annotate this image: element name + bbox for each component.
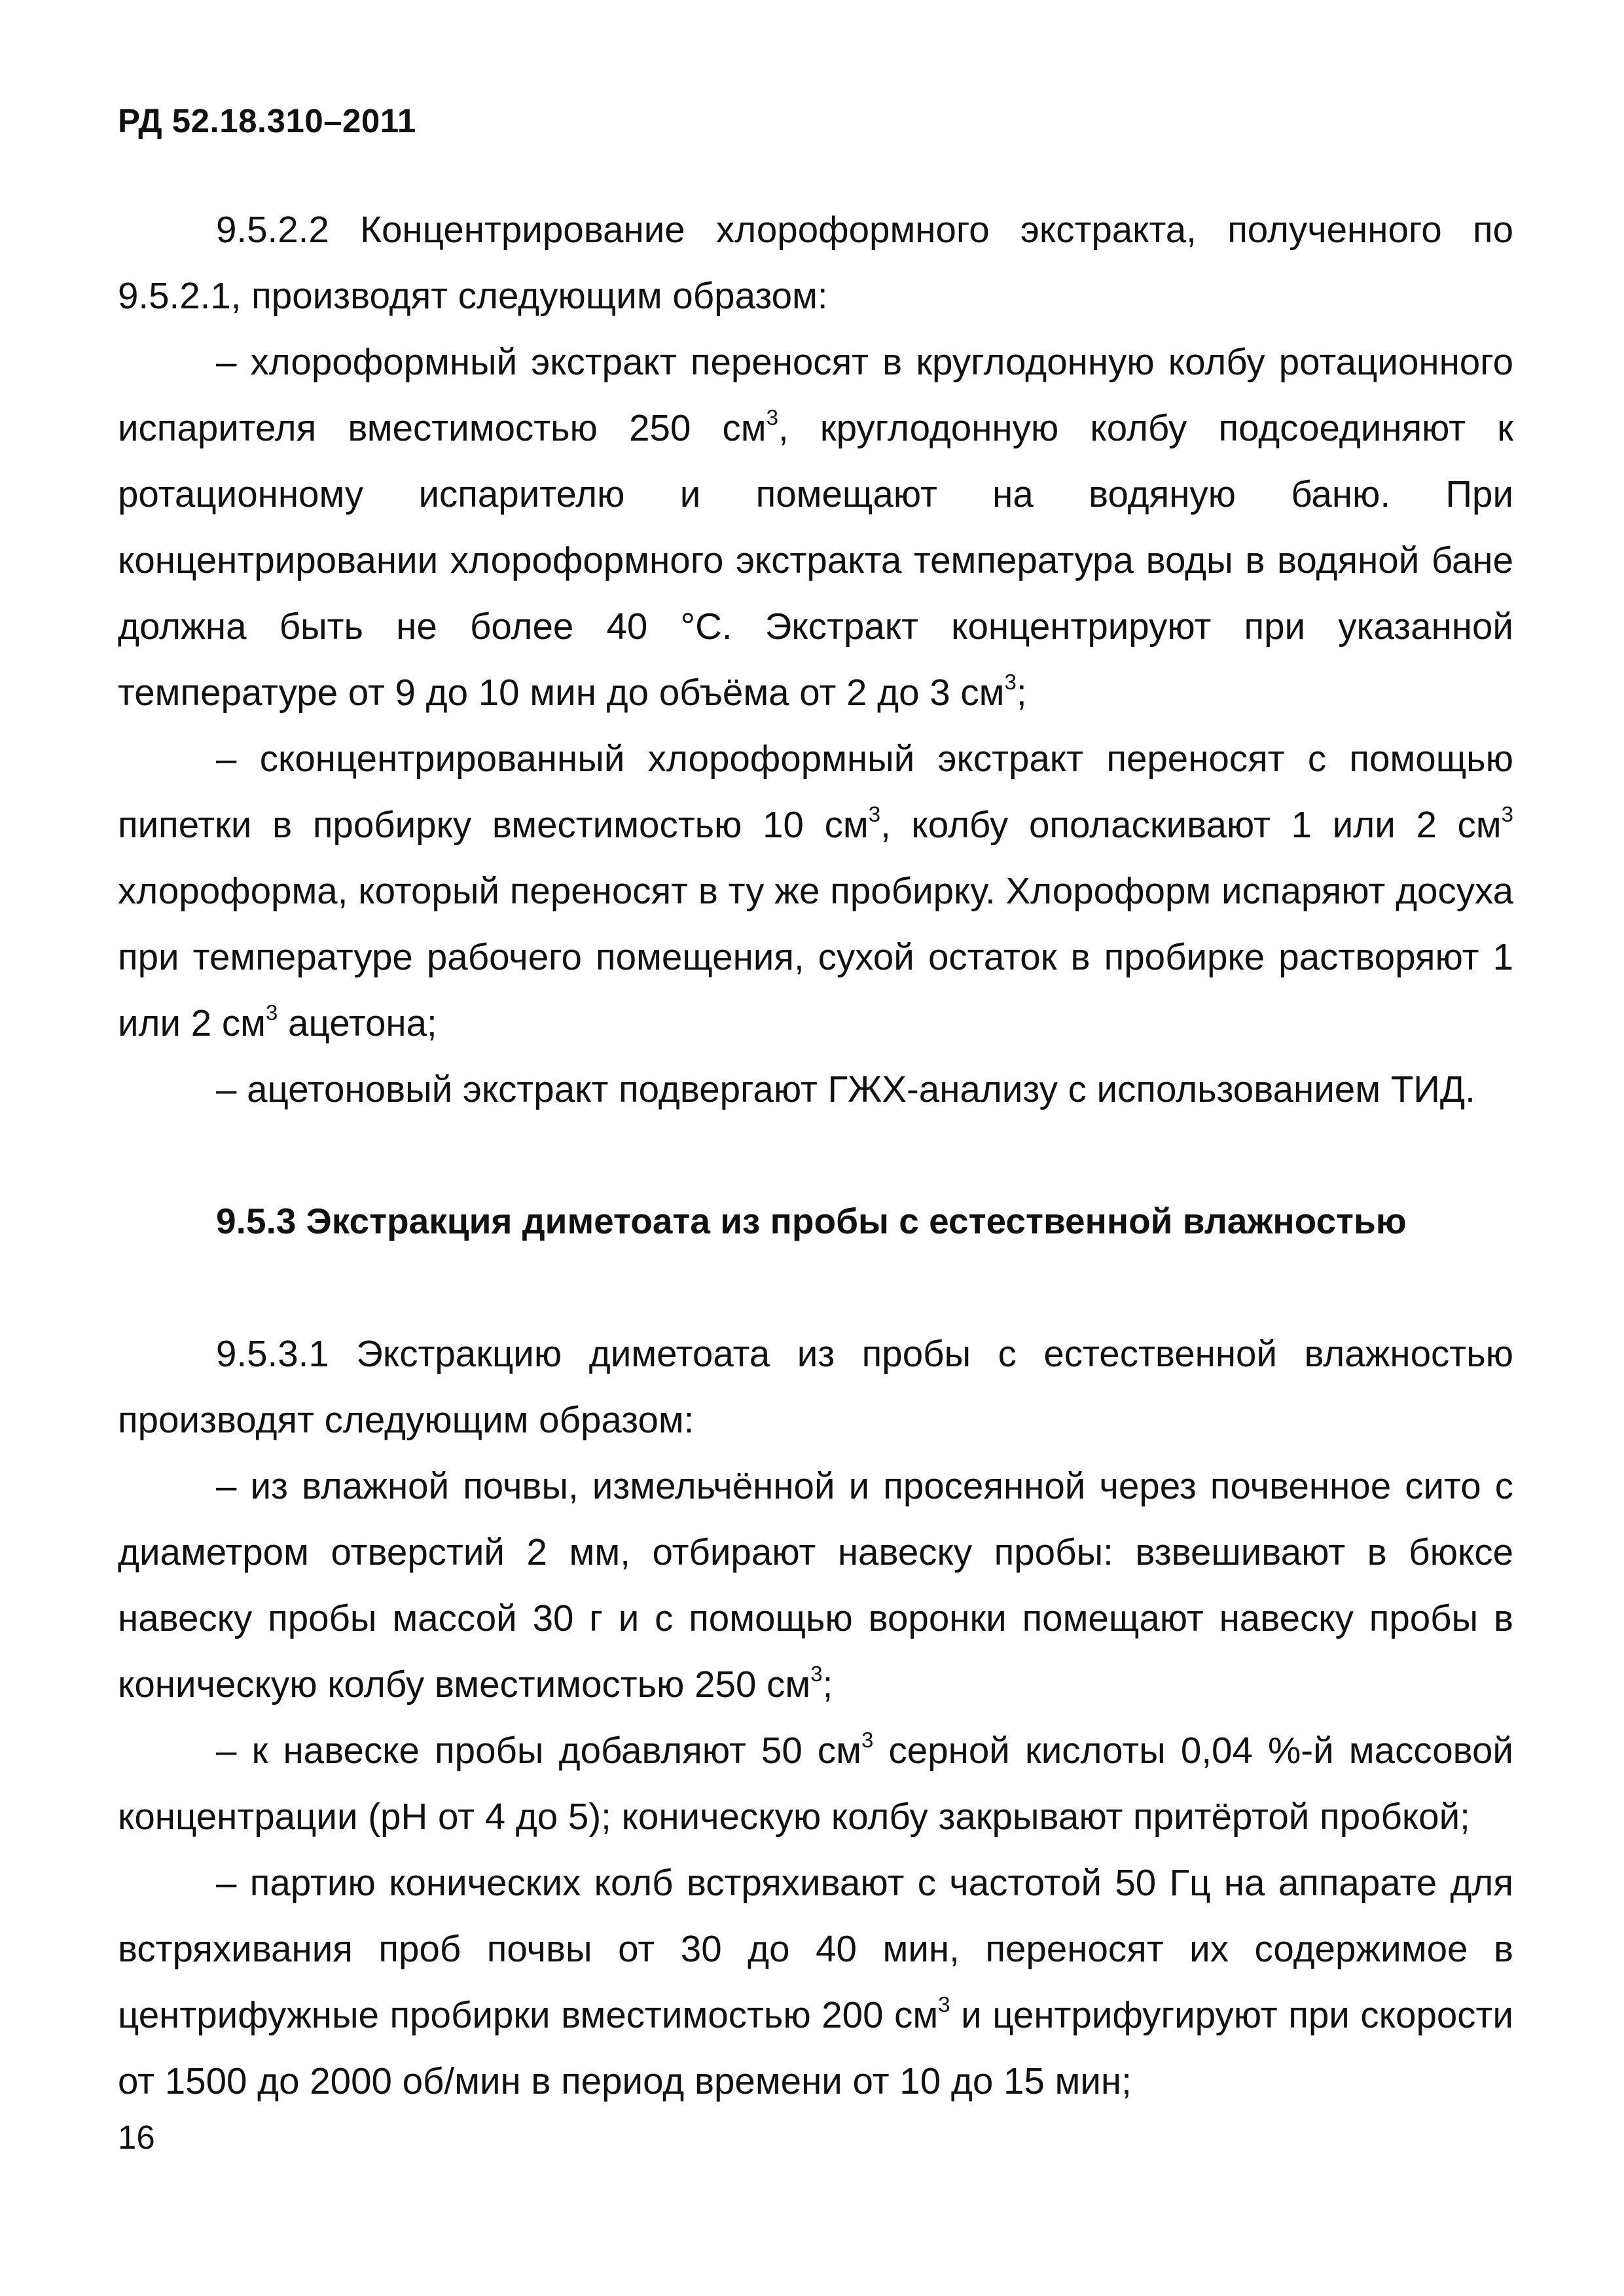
page-number: 16 bbox=[118, 2119, 155, 2156]
superscript: 3 bbox=[266, 1000, 278, 1025]
superscript: 3 bbox=[810, 1662, 823, 1686]
text: – хлороформный экстракт переносят в круглодонную колбу ротационного испарителя вместимостью 250 см bbox=[118, 341, 1513, 448]
paragraph-9-5-3-1-item-2 bbox=[118, 1717, 1513, 1850]
paragraph-9-5-3-1-intro bbox=[118, 1321, 1513, 1453]
superscript: 3 bbox=[1004, 670, 1017, 694]
text: хлороформа, который переносят в ту же пробирку. Хлороформ испаряют досуха при температуре рабочего помещения, сухой остаток в пробирке растворяют 1 или 2 см bbox=[118, 870, 1513, 1044]
text: – из влажной почвы, измельчённой и просеянной через почвенное сито с диаметром отверстий 2 мм, отбирают навеску пробы: взвешивают в бюксе навеску пробы массой 30 г и с помощью воронки помещают навеску пробы в коническую колбу вместимостью 250 см bbox=[118, 1465, 1513, 1705]
text: серной кислоты 0,04 %-й массовой концентрации (рН от 4 до 5); коническую колбу закрывают притёртой пробкой; bbox=[118, 1730, 1513, 1837]
text: и центрифугируют при скорости от 1500 до 2000 об/мин в период времени от 10 до 15 мин; bbox=[118, 1994, 1513, 2102]
superscript: 3 bbox=[861, 1728, 874, 1752]
section-heading-9-5-3: 9.5.3 Экстракция диметоата из пробы с естественной влажностью bbox=[216, 1201, 1407, 1241]
superscript: 3 bbox=[938, 1992, 950, 2016]
text: , круглодонную колбу подсоединяют к ротационному испарителю и помещают на водяную баню. При концентрировании хлороформного экстракта температура воды в водяной бане должна быть не более 40 °С. Экстракт концентрируют при указанной температуре от 9 до 10 мин до объёма от 2 до 3 см bbox=[118, 407, 1513, 713]
superscript: 3 bbox=[766, 405, 779, 429]
text: , колбу ополаскивают 1 или 2 см bbox=[880, 804, 1502, 845]
document-code-header: РД 52.18.310–2011 bbox=[118, 102, 416, 139]
paragraph-9-5-2-2-intro bbox=[118, 196, 1513, 329]
text: – ацетоновый экстракт подвергают ГЖХ-анализу с использованием ТИД. bbox=[216, 1068, 1475, 1110]
text: – партию конических колб встряхивают с частотой 50 Гц на аппарате для встряхивания проб почвы от 30 до 40 мин, переносят их содержимое в центрифужные пробирки вместимостью 200 см bbox=[118, 1862, 1513, 2035]
text: ; bbox=[822, 1664, 833, 1705]
text: ; bbox=[1016, 672, 1027, 713]
text: 9.5.2.2 Концентрирование хлороформного экстракта, полученного по 9.5.2.1, производят следующим образом: bbox=[118, 209, 1513, 316]
paragraph-9-5-2-2-item-2 bbox=[118, 725, 1513, 1056]
paragraph-9-5-3-1-item-3 bbox=[118, 1850, 1513, 2114]
text: ацетона; bbox=[278, 1002, 437, 1044]
page-content bbox=[118, 196, 1513, 2114]
paragraph-9-5-3-1-item-1 bbox=[118, 1453, 1513, 1717]
superscript: 3 bbox=[868, 802, 881, 826]
paragraph-9-5-2-2-item-1 bbox=[118, 329, 1513, 725]
superscript: 3 bbox=[1501, 802, 1513, 826]
text: – к навеске пробы добавляют 50 см bbox=[216, 1730, 862, 1771]
text: – сконцентрированный хлороформный экстракт переносят с помощью пипетки в пробирку вместимостью 10 см bbox=[118, 738, 1513, 845]
text: 9.5.3.1 Экстракцию диметоата из пробы с естественной влажностью производят следующим образом: bbox=[118, 1333, 1513, 1440]
paragraph-9-5-2-2-item-3 bbox=[118, 1056, 1513, 1122]
